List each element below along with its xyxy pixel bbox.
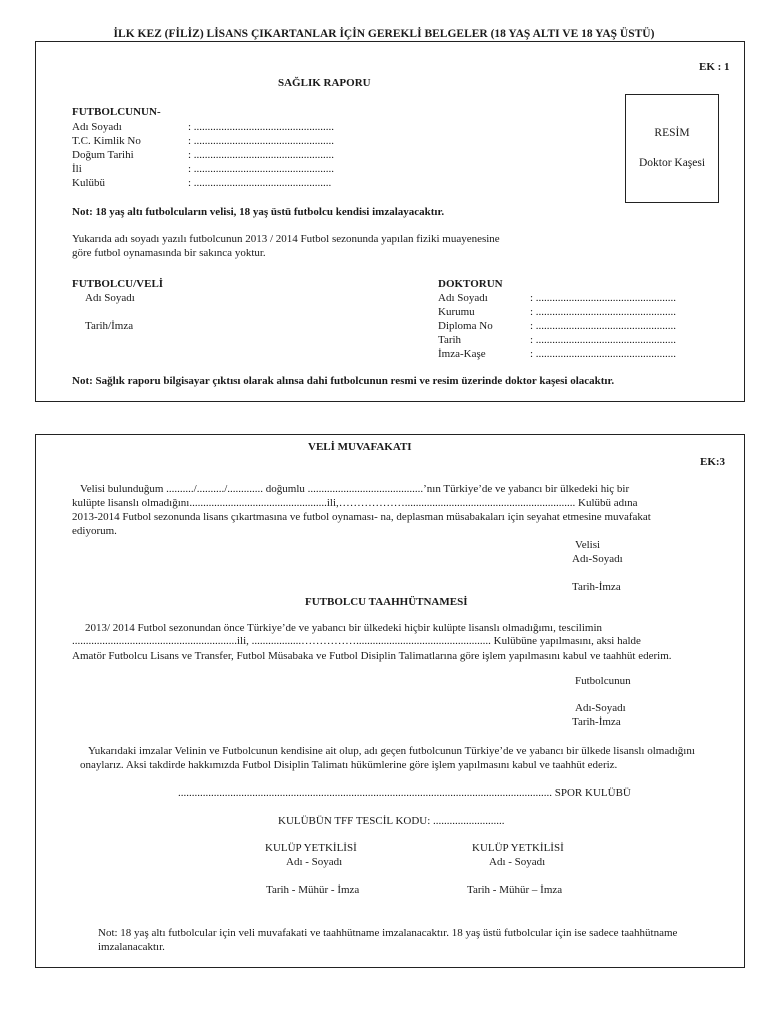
consent-line-3: 2013-2014 Futbol sezonunda lisans çıkartmasına ve futbol oynaması- na, deplasman müsabakaları için seyahat etmesine muvafakat [72,511,651,523]
commitment-sig-date: Tarih-İmza [572,716,621,728]
consent-line-2: kulüpte lisanslı olmadığını..................................................ili,……………….............................................................. Kulübü adına [72,497,638,509]
official-right-sign: Tarih - Mühür – İmza [467,884,563,896]
doctor-label-name: Adı Soyadı [438,292,488,304]
player-guardian-title: FUTBOLCU/VELİ [72,278,164,290]
official-left-sign: Tarih - Mühür - İmza [266,884,360,896]
health-ek-label: EK : 1 [699,61,730,73]
field-label-province: İli [72,163,82,175]
commitment-sig-footballer: Futbolcunun [575,675,631,687]
page-header-title: İLK KEZ (FİLİZ) LİSANS ÇIKARTANLAR İÇİN GEREKLİ BELGELER (18 YAŞ ALTI VE 18 YAŞ ÜSTÜ) [113,28,655,40]
doctor-label-diploma: Diploma No [438,320,493,332]
official-right-title: KULÜP YETKİLİSİ [472,842,564,854]
field-label-birthdate: Doğum Tarihi [72,149,134,161]
photo-label: RESİM [654,127,690,139]
doctor-label-date: Tarih [438,334,462,346]
doctor-value-name[interactable]: : ................................................... [530,292,677,304]
doctor-value-institution[interactable]: : ................................................... [530,306,677,318]
doctor-label-sign: İmza-Kaşe [438,348,486,360]
doctor-title: DOKTORUN [438,278,503,290]
consent-title: VELİ MUVAFAKATI [308,441,412,453]
club-name-line[interactable]: ........................................................................................................................................ SPOR KULÜBÜ [178,787,631,799]
tff-registration-code[interactable]: KULÜBÜN TFF TESCİL KODU: .......................... [278,815,505,827]
field-value-tc[interactable]: : ................................................... [188,135,335,147]
player-guardian-date-sign: Tarih/İmza [85,320,134,332]
commitment-line-1: 2013/ 2014 Futbol sezonundan önce Türkiye’de ve yabancı bir ülkedeki hiçbir kulüpte lisanslı olmadığımı, tescilimin [85,622,602,634]
official-left-name: Adı - Soyadı [286,856,343,868]
field-value-birthdate[interactable]: : ................................................... [188,149,335,161]
consent-ek-label: EK:3 [700,456,726,468]
doctor-value-date[interactable]: : ................................................... [530,334,677,346]
footballer-label: FUTBOLCUNUN- [72,106,161,118]
field-label-club: Kulübü [72,177,105,189]
commitment-line-2: ............................................................ili, ..................……………................................................. Kulübüne yapılmasını, aksi halde [72,635,641,647]
confirmation-line-2: onaylarız. Aksi takdirde hakkımızda Futbol Disiplin Talimatı hükümlerine göre işlem yapılmasını kabul ve taahhüt ederiz. [80,759,618,771]
health-statement-line-2: göre futbol oynamasında bir sakınca yoktur. [72,247,266,259]
consent-sig-date: Tarih-İmza [572,581,621,593]
official-left-title: KULÜP YETKİLİSİ [265,842,357,854]
health-note-2: Not: Sağlık raporu bilgisayar çıktısı olarak alınsa dahi futbolcunun resmi ve resim üzerinde doktor kaşesi olacaktır. [72,375,615,387]
doctor-stamp-label: Doktor Kaşesi [638,156,706,169]
field-value-name[interactable]: : ................................................... [188,121,335,133]
field-value-club[interactable]: : .................................................. [188,177,332,189]
doctor-value-diploma[interactable]: : ................................................... [530,320,677,332]
commitment-title: FUTBOLCU TAAHHÜTNAMESİ [305,596,468,608]
health-note-1: Not: 18 yaş altı futbolcuların velisi, 18 yaş üstü futbolcu kendisi imzalayacaktır. [72,206,445,218]
consent-line-4: ediyorum. [72,525,117,537]
consent-line-1: Velisi bulunduğum ........../........../............. doğumlu ..........................................’nın Türkiye’de ve yabancı bir ülkedeki hiç bir [80,483,630,495]
commitment-sig-name: Adı-Soyadı [575,702,626,714]
field-label-name: Adı Soyadı [72,121,122,133]
photo-box [625,94,719,203]
confirmation-line-1: Yukarıdaki imzalar Velinin ve Futbolcunun kendisine ait olup, adı geçen futbolcunun Türkiye’de ve yabancı bir ülkede lisanslı olmadığını [88,745,695,757]
doctor-label-institution: Kurumu [438,306,475,318]
health-title: SAĞLIK RAPORU [278,77,371,89]
commitment-line-3: Amatör Futbolcu Lisans ve Transfer, Futbol Müsabaka ve Futbol Disiplin Talimatlarına göre işlem yapılmasını kabul ve taahhüt ederim. [72,650,672,662]
official-right-name: Adı - Soyadı [489,856,546,868]
player-guardian-name: Adı Soyadı [85,292,135,304]
health-statement-line-1: Yukarıda adı soyadı yazılı futbolcunun 2013 / 2014 Futbol sezonunda yapılan fiziki muayenesine [72,233,500,245]
final-note-line-2: imzalanacaktır. [98,941,165,953]
consent-sig-name: Adı-Soyadı [572,553,623,565]
doctor-value-sign[interactable]: : ................................................... [530,348,677,360]
field-value-province[interactable]: : ................................................... [188,163,335,175]
final-note-line-1: Not: 18 yaş altı futbolcular için veli muvafakati ve taahhütname imzalanacaktır. 18 yaş üstü futbolcular için ise sadece taahhütname [98,927,678,939]
field-label-tc: T.C. Kimlik No [72,135,141,147]
consent-sig-guardian: Velisi [575,539,601,551]
